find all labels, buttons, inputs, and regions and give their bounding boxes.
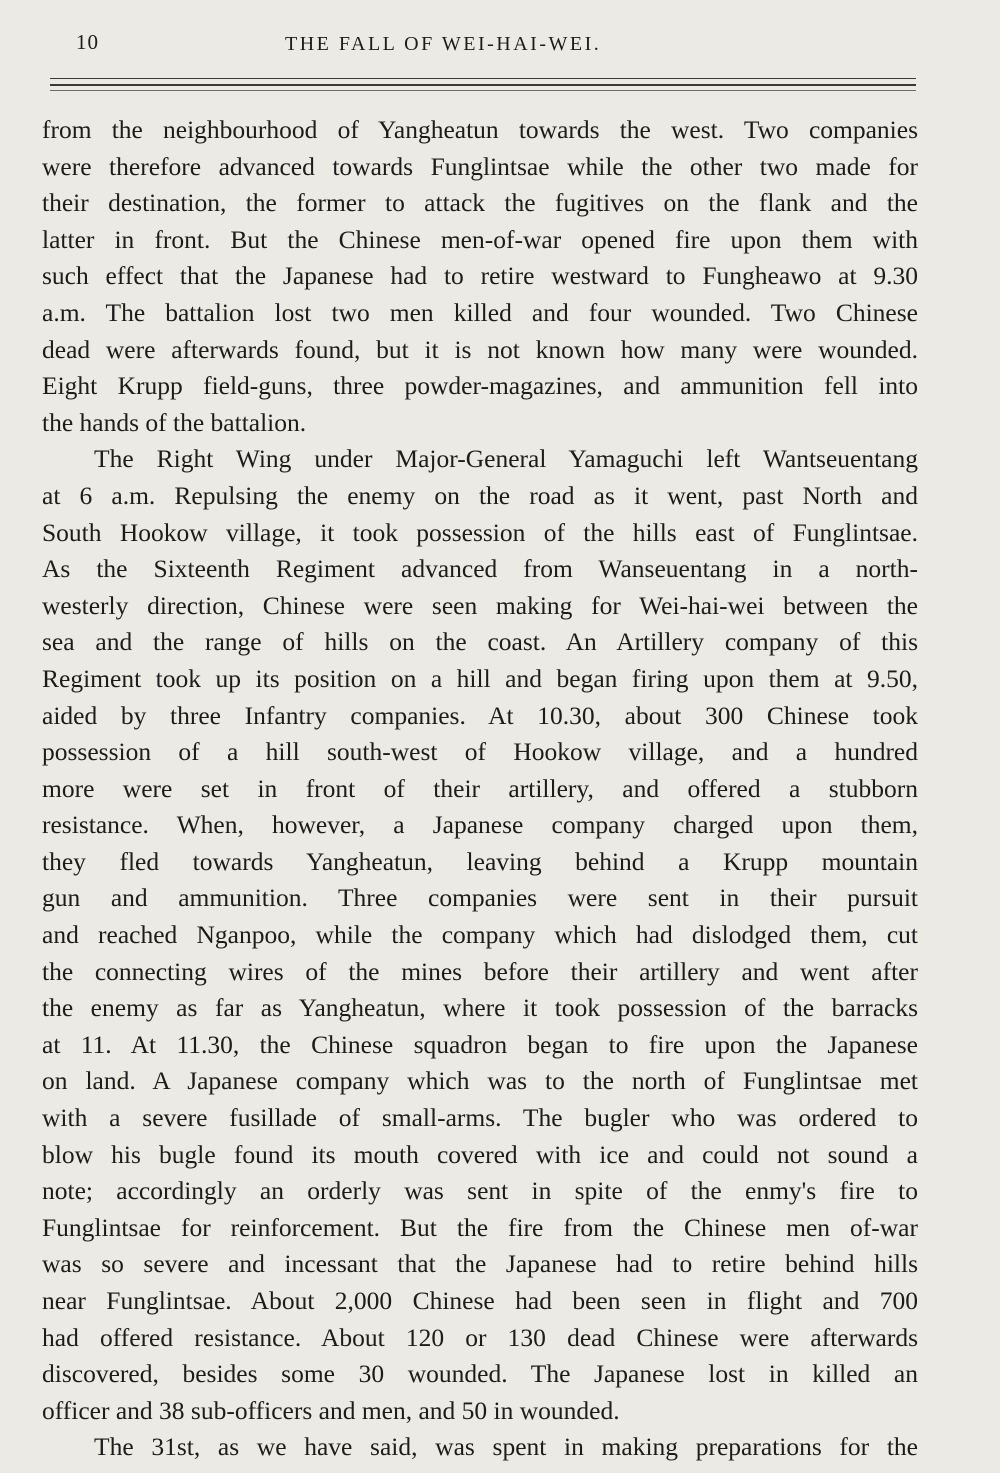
text-line: westerly direction, Chinese were seen making for Wei-hai-wei between the [42, 590, 918, 620]
text-line: possession of a hill south-west of Hookow village, and a hundred [42, 737, 918, 767]
text-line: South Hookow village, it took possession of the hills east of Funglintsae. [42, 517, 918, 547]
text-line: at 6 a.m. Repulsing the enemy on the road as it went, past North and [42, 480, 918, 510]
running-title: THE FALL OF WEI-HAI-WEI. [285, 33, 602, 55]
text-line: the hands of the battalion. [42, 407, 307, 437]
text-line: the connecting wires of the mines before their artillery and went after [42, 956, 918, 986]
text-line: the enemy as far as Yangheatun, where it took possession of the barracks [42, 993, 918, 1023]
text-line: The 31st, as we have said, was spent in making preparations for the [94, 1432, 918, 1462]
text-line: had offered resistance. About 120 or 130 dead Chinese were afterwards [42, 1322, 918, 1352]
text-line: resistance. When, however, a Japanese company charged upon them, [42, 810, 918, 840]
body-text [42, 112, 918, 1466]
header-rule-top [50, 78, 916, 79]
page-header [50, 26, 920, 66]
text-line: The Right Wing under Major-General Yamaguchi left Wantseuentang [94, 444, 918, 474]
text-line: their destination, the former to attack the fugitives on the flank and the [42, 188, 918, 218]
text-line: aided by three Infantry companies. At 10.30, about 300 Chinese took [42, 700, 918, 730]
text-line: sea and the range of hills on the coast. An Artillery company of this [42, 627, 918, 657]
text-line: a.m. The battalion lost two men killed and four wounded. Two Chinese [42, 297, 918, 327]
text-line: Regiment took up its position on a hill and began firing upon them at 9.50, [42, 663, 918, 693]
text-line: Eight Krupp field-guns, three powder-magazines, and ammunition fell into [42, 371, 918, 401]
text-line: As the Sixteenth Regiment advanced from Wanseuentang in a north- [42, 554, 918, 584]
text-line: note; accordingly an orderly was sent in spite of the enmy's fire to [42, 1176, 918, 1206]
text-line: gun and ammunition. Three companies were sent in their pursuit [42, 883, 918, 913]
text-line: latter in front. But the Chinese men-of-war opened fire upon them with [42, 224, 918, 254]
page-number: 10 [76, 30, 99, 54]
text-line: and reached Nganpoo, while the company which had dislodged them, cut [42, 920, 918, 950]
header-rule-bottom [50, 90, 916, 91]
text-line: were therefore advanced towards Funglintsae while the other two made for [42, 151, 918, 181]
text-line: blow his bugle found its mouth covered with ice and could not sound a [42, 1139, 918, 1169]
text-line: at 11. At 11.30, the Chinese squadron began to fire upon the Japanese [42, 1029, 918, 1059]
text-line: dead were afterwards found, but it is not known how many were wounded. [42, 334, 918, 364]
text-line: with a severe fusillade of small-arms. The bugler who was ordered to [42, 1103, 918, 1133]
text-line: on land. A Japanese company which was to the north of Funglintsae met [42, 1066, 918, 1096]
text-line: such effect that the Japanese had to retire westward to Fungheawo at 9.30 [42, 261, 918, 291]
text-line: discovered, besides some 30 wounded. The Japanese lost in killed an [42, 1359, 918, 1389]
text-line: they fled towards Yangheatun, leaving behind a Krupp mountain [42, 846, 918, 876]
text-line: officer and 38 sub-officers and men, and 50 in wounded. [42, 1395, 620, 1425]
text-line: was so severe and incessant that the Japanese had to retire behind hills [42, 1249, 918, 1279]
header-rule-middle [50, 84, 916, 86]
text-line: from the neighbourhood of Yangheatun towards the west. Two companies [42, 115, 918, 144]
text-line: near Funglintsae. About 2,000 Chinese had been seen in flight and 700 [42, 1286, 918, 1315]
text-line: more were set in front of their artillery, and offered a stubborn [42, 773, 918, 803]
text-line: Funglintsae for reinforcement. But the fire from the Chinese men of-war [42, 1212, 918, 1242]
